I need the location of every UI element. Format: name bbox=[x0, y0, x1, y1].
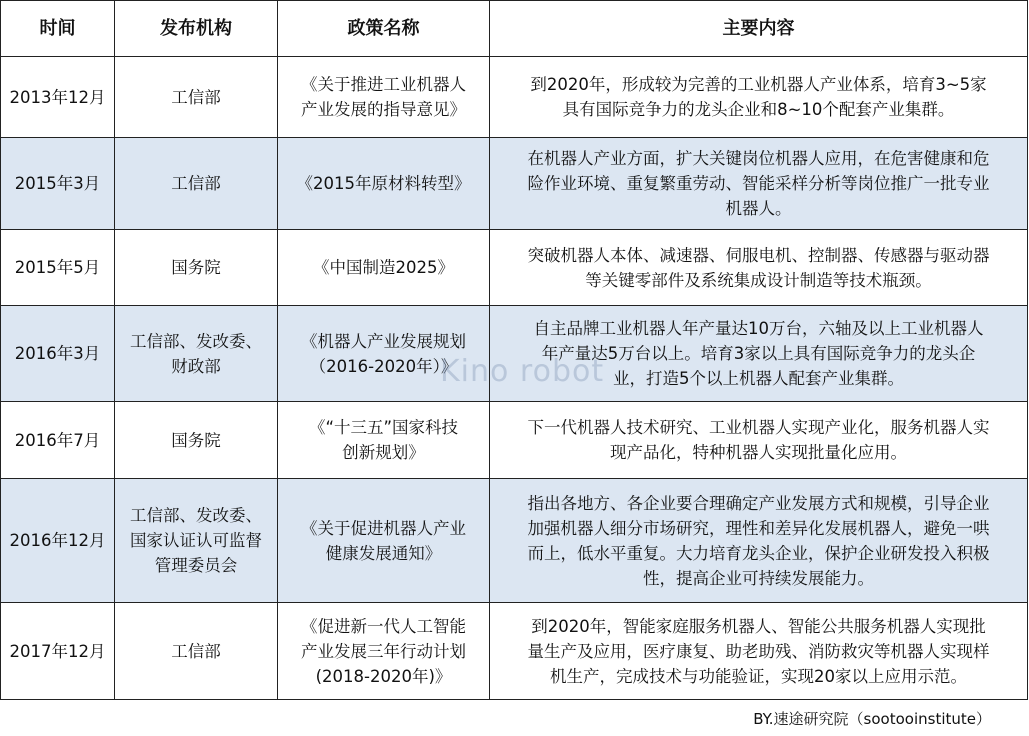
cell-org: 国务院 bbox=[115, 230, 278, 306]
header-org: 发布机构 bbox=[115, 1, 278, 57]
content-line: 突破机器人本体、减速器、伺服电机、控制器、传感器与驱动器 bbox=[527, 245, 990, 265]
content-line: 加强机器人细分市场研究，理性和差异化发展机器人，避免一哄 bbox=[527, 518, 990, 538]
content-line: 下一代机器人技术研究、工业机器人实现产业化，服务机器人实 bbox=[527, 418, 990, 437]
cell-policy-name bbox=[278, 479, 490, 603]
content-line: 具有国际竞争力的龙头企业和8~10个配套产业集群。 bbox=[562, 100, 955, 119]
policy-name-line: 《“十三五”国家科技 bbox=[308, 418, 459, 437]
cell-org: 国务院 bbox=[115, 402, 278, 479]
table-row bbox=[1, 306, 1028, 402]
policy-name-line: 创新规划》 bbox=[342, 443, 425, 462]
cell-policy-name bbox=[278, 306, 490, 402]
cell-content bbox=[490, 603, 1028, 700]
header-row bbox=[1, 1, 1028, 57]
cell-org: 工信部 bbox=[115, 138, 278, 230]
cell-time: 2013年12月 bbox=[1, 57, 115, 138]
cell-content bbox=[490, 479, 1028, 603]
content-line: 而上，低水平重复。大力培育龙头企业，保护企业研发投入积极 bbox=[527, 543, 990, 563]
policy-name-line: （2016-2020年）》 bbox=[309, 356, 458, 376]
watermark: Kino robot bbox=[440, 354, 605, 389]
cell-org bbox=[115, 306, 278, 402]
org-line: 国家认证认可监督 bbox=[130, 531, 262, 550]
cell-time: 2017年12月 bbox=[1, 603, 115, 700]
content-line: 性，提高企业可持续发展能力。 bbox=[643, 568, 874, 588]
content-line: 到2020年，形成较为完善的工业机器人产业体系，培育3~5家 bbox=[530, 75, 987, 94]
policy-name-line: 《关于促进机器人产业 bbox=[301, 518, 466, 538]
table-row bbox=[1, 402, 1028, 479]
cell-policy-name bbox=[278, 402, 490, 479]
table-row bbox=[1, 57, 1028, 138]
content-line: 到2020年，智能家庭服务机器人、智能公共服务机器人实现批 bbox=[531, 616, 986, 636]
content-line: 机生产，完成技术与功能验证，实现20家以上应用示范。 bbox=[550, 666, 967, 686]
policy-name-line: 产业发展三年行动计划 bbox=[301, 641, 466, 661]
cell-content bbox=[490, 57, 1028, 138]
cell-time: 2015年5月 bbox=[1, 230, 115, 306]
cell-time: 2016年3月 bbox=[1, 306, 115, 402]
cell-policy-name bbox=[278, 57, 490, 138]
policy-name-line: 《2015年原材料转型》 bbox=[296, 174, 471, 193]
cell-policy-name bbox=[278, 138, 490, 230]
cell-org bbox=[115, 479, 278, 603]
policy-name-line: 产业发展的指导意见》 bbox=[301, 100, 466, 119]
table-row bbox=[1, 603, 1028, 700]
cell-policy-name bbox=[278, 603, 490, 700]
table-row bbox=[1, 479, 1028, 603]
org-line: 管理委员会 bbox=[154, 556, 238, 575]
policy-name-line: 《关于推进工业机器人 bbox=[301, 75, 466, 94]
cell-content bbox=[490, 306, 1028, 402]
header-content: 主要内容 bbox=[490, 1, 1028, 57]
policy-name-line: 《机器人产业发展规划 bbox=[301, 331, 466, 351]
content-line: 等关键零部件及系统集成设计制造等技术瓶颈。 bbox=[585, 270, 932, 290]
policy-name-line: 《促进新一代人工智能 bbox=[301, 616, 466, 636]
policy-name-line: 健康发展通知》 bbox=[325, 543, 442, 563]
cell-org: 工信部 bbox=[115, 57, 278, 138]
content-line: 现产品化，特种机器人实现批量化应用。 bbox=[610, 443, 907, 462]
org-line: 工信部、发改委、 bbox=[130, 331, 262, 351]
content-line: 机器人。 bbox=[725, 199, 792, 218]
cell-time: 2016年7月 bbox=[1, 402, 115, 479]
policy-name-line: 《中国制造2025》 bbox=[313, 258, 454, 277]
cell-content bbox=[490, 138, 1028, 230]
content-line: 指出各地方、各企业要合理确定产业发展方式和规模，引导企业 bbox=[527, 493, 990, 513]
content-line: 年产量达5万台以上。培育3家以上具有国际竞争力的龙头企 bbox=[541, 344, 976, 363]
content-line: 险作业环境、重复繁重劳动、智能采样分析等岗位推广一批专业 bbox=[527, 174, 990, 193]
content-line: 在机器人产业方面，扩大关键岗位机器人应用，在危害健康和危 bbox=[527, 149, 990, 168]
policy-name-line: (2018-2020年)》 bbox=[315, 666, 452, 686]
cell-content bbox=[490, 402, 1028, 479]
table-row bbox=[1, 138, 1028, 230]
source-credit: BY.速途研究院（sootooinstitute） bbox=[753, 710, 991, 728]
header-time: 时间 bbox=[1, 1, 115, 57]
content-line: 量生产及应用，医疗康复、助老助残、消防救灾等机器人实现样 bbox=[527, 641, 990, 661]
cell-policy-name bbox=[278, 230, 490, 306]
header-policy-name: 政策名称 bbox=[278, 1, 490, 57]
cell-time: 2015年3月 bbox=[1, 138, 115, 230]
content-line: 自主品牌工业机器人年产量达10万台，六轴及以上工业机器人 bbox=[533, 319, 984, 338]
cell-content bbox=[490, 230, 1028, 306]
table-row bbox=[1, 230, 1028, 306]
cell-org: 工信部 bbox=[115, 603, 278, 700]
content-line: 业，打造5个以上机器人配套产业集群。 bbox=[613, 369, 904, 388]
cell-time: 2016年12月 bbox=[1, 479, 115, 603]
org-line: 财政部 bbox=[171, 356, 221, 376]
org-line: 工信部、发改委、 bbox=[130, 506, 262, 525]
